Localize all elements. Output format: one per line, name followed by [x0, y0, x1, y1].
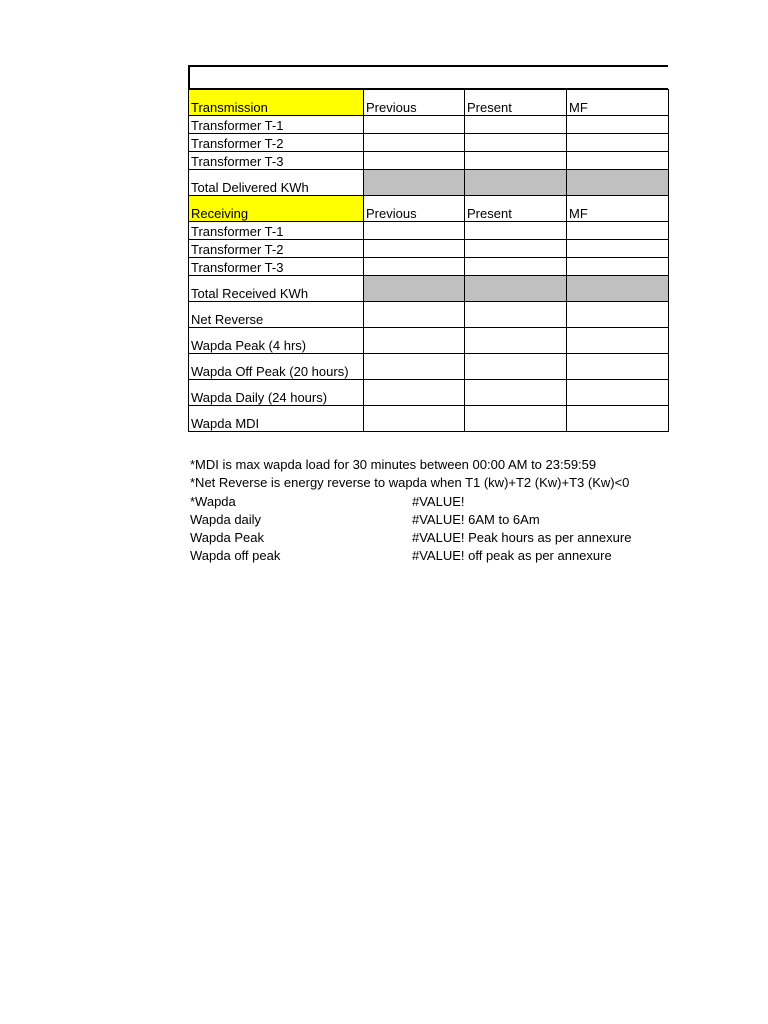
- table-row: [189, 152, 669, 170]
- note-label[interactable]: *Wapda: [190, 493, 236, 509]
- total-cell[interactable]: [567, 170, 669, 196]
- previous-cell[interactable]: [364, 152, 465, 170]
- previous-cell[interactable]: [364, 406, 465, 432]
- table-row: [189, 222, 669, 240]
- mf-cell[interactable]: [567, 222, 669, 240]
- row-label[interactable]: Wapda MDI: [189, 406, 364, 432]
- note-row: [190, 511, 750, 529]
- present-column-header[interactable]: Present: [465, 90, 567, 116]
- mf-cell[interactable]: [567, 116, 669, 134]
- previous-cell[interactable]: [364, 354, 465, 380]
- present-cell[interactable]: [465, 134, 567, 152]
- note-row: [190, 493, 750, 511]
- mf-cell[interactable]: [567, 406, 669, 432]
- sheet-title-cell[interactable]: [188, 65, 668, 89]
- previous-cell[interactable]: [364, 240, 465, 258]
- mf-column-header[interactable]: MF: [567, 196, 669, 222]
- mf-cell[interactable]: [567, 302, 669, 328]
- receiving-section-label[interactable]: Receiving: [189, 196, 364, 222]
- transmission-section-label[interactable]: Transmission: [189, 90, 364, 116]
- mdi-note[interactable]: *MDI is max wapda load for 30 minutes between 00:00 AM to 23:59:59: [190, 457, 597, 472]
- present-cell[interactable]: [465, 380, 567, 406]
- table-row: [189, 380, 669, 406]
- previous-column-header[interactable]: Previous: [364, 196, 465, 222]
- table-row: [189, 328, 669, 354]
- previous-cell[interactable]: [364, 328, 465, 354]
- total-delivered-label[interactable]: Total Delivered KWh: [189, 170, 364, 196]
- table-row: [189, 258, 669, 276]
- note-value[interactable]: #VALUE! off peak as per annexure: [412, 548, 612, 564]
- row-label[interactable]: Transformer T-1: [189, 222, 364, 240]
- total-cell[interactable]: [364, 276, 465, 302]
- mf-cell[interactable]: [567, 328, 669, 354]
- previous-cell[interactable]: [364, 116, 465, 134]
- note-label[interactable]: Wapda off peak: [190, 548, 281, 564]
- present-cell[interactable]: [465, 328, 567, 354]
- mf-cell[interactable]: [567, 258, 669, 276]
- row-label[interactable]: Net Reverse: [189, 302, 364, 328]
- previous-cell[interactable]: [364, 302, 465, 328]
- transmission-header-row: [189, 90, 669, 116]
- row-label[interactable]: Transformer T-1: [189, 116, 364, 134]
- previous-cell[interactable]: [364, 258, 465, 276]
- note-value[interactable]: #VALUE! Peak hours as per annexure: [412, 530, 632, 546]
- row-label[interactable]: Transformer T-2: [189, 134, 364, 152]
- present-cell[interactable]: [465, 258, 567, 276]
- mf-cell[interactable]: [567, 354, 669, 380]
- note-value[interactable]: #VALUE!: [412, 493, 465, 509]
- previous-cell[interactable]: [364, 380, 465, 406]
- notes-section: [190, 456, 750, 566]
- present-cell[interactable]: [465, 152, 567, 170]
- note-row: [190, 547, 750, 565]
- meter-reading-table: [188, 89, 669, 432]
- mf-cell[interactable]: [567, 134, 669, 152]
- present-cell[interactable]: [465, 116, 567, 134]
- present-cell[interactable]: [465, 354, 567, 380]
- row-label[interactable]: Wapda Peak (4 hrs): [189, 328, 364, 354]
- present-cell[interactable]: [465, 406, 567, 432]
- total-cell[interactable]: [567, 276, 669, 302]
- mf-cell[interactable]: [567, 380, 669, 406]
- note-label[interactable]: Wapda daily: [190, 511, 262, 527]
- table-row: [189, 302, 669, 328]
- total-delivered-row: [189, 170, 669, 196]
- row-label[interactable]: Wapda Daily (24 hours): [189, 380, 364, 406]
- table-row: [189, 134, 669, 152]
- mf-column-header[interactable]: MF: [567, 90, 669, 116]
- mf-cell[interactable]: [567, 240, 669, 258]
- total-cell[interactable]: [364, 170, 465, 196]
- total-cell[interactable]: [465, 170, 567, 196]
- total-received-label[interactable]: Total Received KWh: [189, 276, 364, 302]
- net-reverse-note[interactable]: *Net Reverse is energy reverse to wapda when T1 (kw)+T2 (Kw)+T3 (Kw)<0: [190, 475, 630, 491]
- table-row: [189, 354, 669, 380]
- previous-cell[interactable]: [364, 134, 465, 152]
- row-label[interactable]: Transformer T-2: [189, 240, 364, 258]
- row-label[interactable]: Transformer T-3: [189, 152, 364, 170]
- row-label[interactable]: Wapda Off Peak (20 hours): [189, 354, 364, 380]
- mf-cell[interactable]: [567, 152, 669, 170]
- total-cell[interactable]: [465, 276, 567, 302]
- present-cell[interactable]: [465, 240, 567, 258]
- total-received-row: [189, 276, 669, 302]
- previous-column-header[interactable]: Previous: [364, 90, 465, 116]
- table-row: [189, 240, 669, 258]
- previous-cell[interactable]: [364, 222, 465, 240]
- table-row: [189, 116, 669, 134]
- present-cell[interactable]: [465, 222, 567, 240]
- table-row: [189, 406, 669, 432]
- present-column-header[interactable]: Present: [465, 196, 567, 222]
- note-label[interactable]: Wapda Peak: [190, 530, 264, 546]
- receiving-header-row: [189, 196, 669, 222]
- present-cell[interactable]: [465, 302, 567, 328]
- row-label[interactable]: Transformer T-3: [189, 258, 364, 276]
- note-value[interactable]: #VALUE! 6AM to 6Am: [412, 511, 540, 527]
- note-row: [190, 529, 750, 547]
